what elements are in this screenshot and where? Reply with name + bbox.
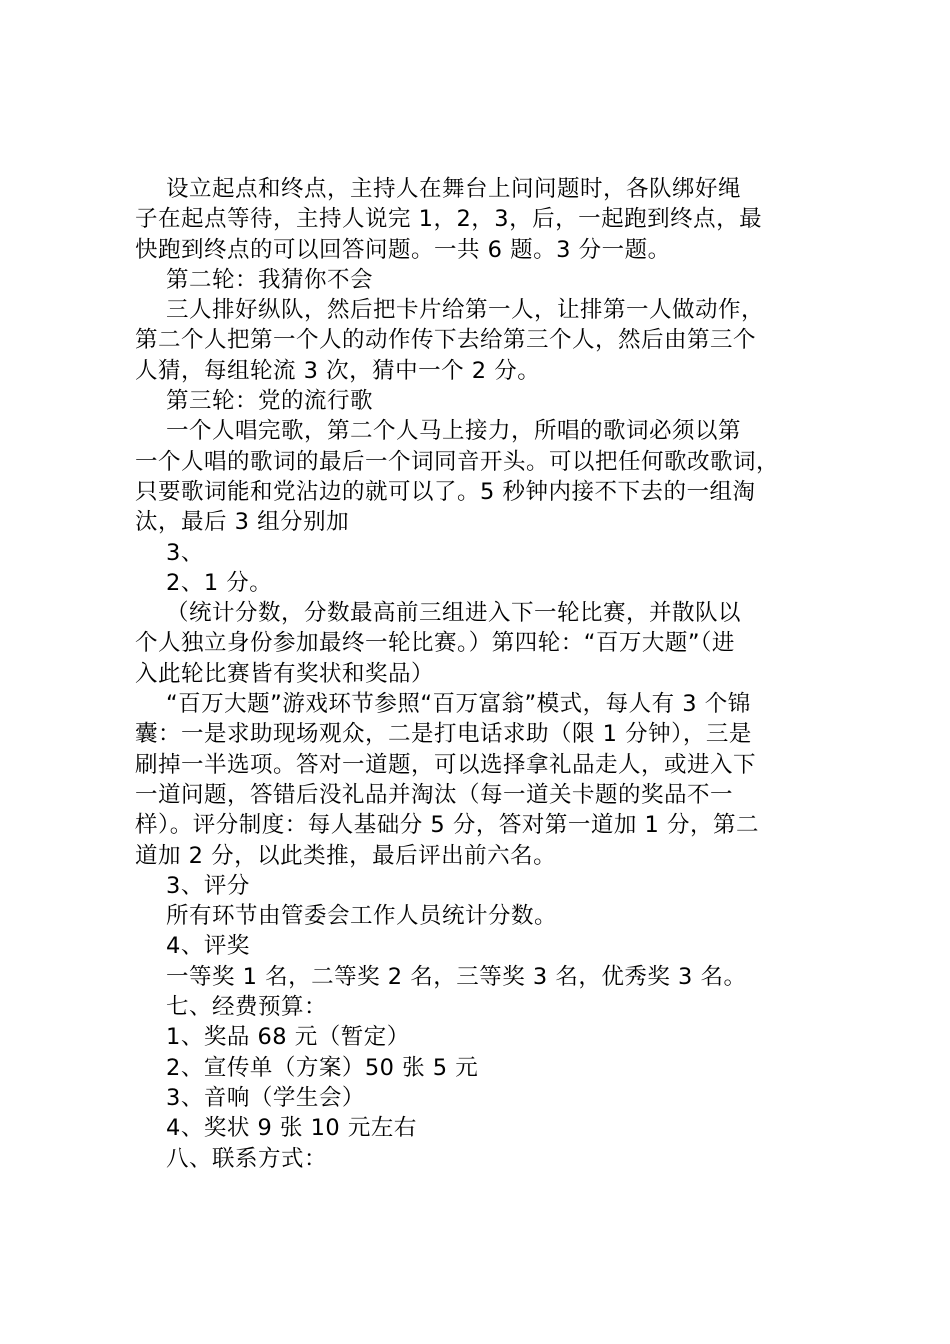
text-line: 刷掉一半选项。答对一道题，可以选择拿礼品走人，或进入下: [135, 751, 757, 778]
document-body: [135, 174, 850, 1174]
text-line: 第二轮：我猜你不会: [166, 266, 374, 293]
text-line: 4、评奖: [166, 933, 250, 960]
text-line: 第二个人把第一个人的动作传下去给第三个人，然后由第三个: [135, 327, 757, 354]
text-line: “百万大题”游戏环节参照“百万富翁”模式，每人有 3 个锦: [166, 691, 751, 718]
text-line: 第三轮：党的流行歌: [166, 388, 374, 415]
text-line: 样）。评分制度：每人基础分 5 分，答对第一道加 1 分，第二: [135, 812, 759, 839]
text-line: 一个人唱完歌，第二个人马上接力，所唱的歌词必须以第: [166, 418, 742, 445]
text-line: 一等奖 1 名，二等奖 2 名，三等奖 3 名，优秀奖 3 名。: [166, 963, 747, 990]
text-line: 一道问题，答错后没礼品并淘汰（每一道关卡题的奖品不一: [135, 781, 734, 808]
text-line: 七、经费预算：: [166, 994, 328, 1021]
text-line: 2、1 分。: [166, 569, 273, 596]
text-line: 人猜，每组轮流 3 次，猜中一个 2 分。: [135, 357, 541, 384]
text-line: 八、联系方式：: [166, 1145, 328, 1172]
text-line: 三人排好纵队，然后把卡片给第一人，让排第一人做动作，: [166, 297, 765, 324]
text-line: 2、宣传单（方案）50 张 5 元: [166, 1054, 479, 1081]
text-line: 只要歌词能和党沾边的就可以了。5 秒钟内接不下去的一组淘: [135, 478, 756, 505]
text-line: 囊：一是求助现场观众，二是打电话求助（限 1 分钟），三是: [135, 721, 752, 748]
text-line: 1、奖品 68 元（暂定）: [166, 1024, 410, 1051]
text-line: 所有环节由管委会工作人员统计分数。: [166, 903, 558, 930]
text-line: 子在起点等待，主持人说完 1，2，3，后，一起跑到终点，最: [135, 206, 763, 233]
text-line: 3、评分: [166, 872, 250, 899]
text-line: 3、音响（学生会）: [166, 1084, 365, 1111]
text-line: 入此轮比赛皆有奖状和奖品）: [135, 660, 435, 687]
text-line: 3、: [166, 539, 204, 566]
text-line: 一个人唱的歌词的最后一个词同音开头。可以把任何歌改歌词，: [135, 448, 780, 475]
text-line: 快跑到终点的可以回答问题。一共 6 题。3 分一题。: [135, 236, 671, 263]
text-line: 设立起点和终点，主持人在舞台上问问题时，各队绑好绳: [166, 176, 742, 202]
text-line: 个人独立身份参加最终一轮比赛。）第四轮：“百万大题”（进: [135, 630, 735, 657]
text-line: （统计分数，分数最高前三组进入下一轮比赛，并散队以: [166, 600, 742, 627]
text-line: 道加 2 分，以此类推，最后评出前六名。: [135, 842, 557, 869]
text-line: 汰，最后 3 组分别加: [135, 509, 350, 536]
text-line: 4、奖状 9 张 10 元左右: [166, 1115, 417, 1142]
